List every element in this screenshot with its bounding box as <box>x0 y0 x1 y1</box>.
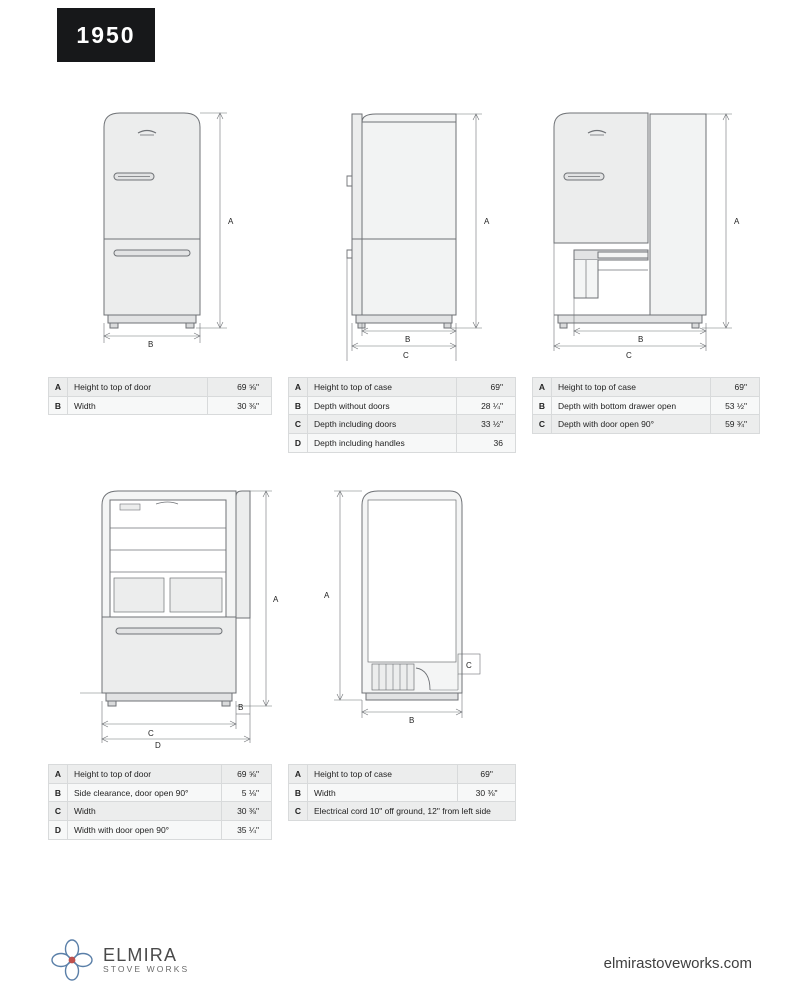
table-row <box>533 396 760 415</box>
spec-key: A <box>49 378 68 397</box>
door-open-label-a: A <box>273 595 279 604</box>
spec-key: C <box>49 802 68 821</box>
spec-key: A <box>49 765 68 784</box>
table-row <box>289 396 516 415</box>
spec-key: C <box>289 802 308 821</box>
rear-view-label-b: B <box>409 716 415 725</box>
spec-value: 35 ¼" <box>222 821 272 840</box>
spec-key: B <box>49 396 68 415</box>
spec-label: Depth including doors <box>308 415 457 434</box>
spec-value: 30 ⅜" <box>222 802 272 821</box>
website-url[interactable]: elmirastoveworks.com <box>603 955 752 972</box>
table-row <box>49 783 272 802</box>
spec-value: 69" <box>458 765 516 784</box>
side-view-label-a: A <box>484 217 490 226</box>
spec-label: Depth with bottom drawer open <box>552 396 711 415</box>
spec-label: Width <box>68 802 222 821</box>
spec-key: B <box>533 396 552 415</box>
spec-label: Height to top of door <box>68 765 222 784</box>
drawer-open-spec-table <box>532 377 760 434</box>
side-view-label-b: B <box>405 335 411 344</box>
spec-value: 28 ¼" <box>457 396 516 415</box>
spec-label: Height to top of case <box>308 378 457 397</box>
table-row <box>49 802 272 821</box>
drawer-open-label-b: B <box>638 335 644 344</box>
spec-value: 30 ⅜" <box>208 396 272 415</box>
spec-value: 69" <box>457 378 516 397</box>
front-view-drawing <box>60 100 280 355</box>
drawer-open-view-drawing <box>540 100 770 360</box>
spec-key: C <box>533 415 552 434</box>
door-open-view-drawing <box>60 478 290 748</box>
drawer-open-label-a: A <box>734 217 740 226</box>
side-view-label-c: C <box>403 351 409 360</box>
spec-value: 69" <box>710 378 760 397</box>
spec-label: Depth without doors <box>308 396 457 415</box>
table-row <box>289 415 516 434</box>
spec-key: D <box>289 434 308 453</box>
front-view-label-b: B <box>148 340 154 349</box>
brand-name: ELMIRA <box>103 945 178 966</box>
spec-label: Depth including handles <box>308 434 457 453</box>
table-row <box>289 378 516 397</box>
spec-key: B <box>289 783 308 802</box>
table-row <box>49 821 272 840</box>
brand-logo <box>50 938 189 982</box>
table-row <box>49 765 272 784</box>
rear-view-drawing <box>300 478 520 728</box>
drawer-open-label-c: C <box>626 351 632 360</box>
spec-label: Height to top of door <box>68 378 208 397</box>
spec-key: C <box>289 415 308 434</box>
spec-value: 59 ¾" <box>710 415 760 434</box>
year-badge <box>57 8 155 62</box>
rear-view-label-c: C <box>466 661 472 670</box>
table-row <box>289 434 516 453</box>
front-view-label-a: A <box>228 217 234 226</box>
spec-key: A <box>289 765 308 784</box>
front-view-spec-table <box>48 377 272 415</box>
spec-value: 33 ½" <box>457 415 516 434</box>
spec-label: Width with door open 90° <box>68 821 222 840</box>
door-open-label-b: B <box>238 703 244 712</box>
spec-key: B <box>49 783 68 802</box>
table-row <box>49 378 272 397</box>
spec-value: 69 ⅝" <box>222 765 272 784</box>
spec-label: Width <box>308 783 458 802</box>
spec-label: Height to top of case <box>552 378 711 397</box>
table-row <box>289 765 516 784</box>
year-badge-label: 1950 <box>76 21 136 48</box>
spec-key: B <box>289 396 308 415</box>
door-open-label-c: C <box>148 729 154 738</box>
table-row <box>289 783 516 802</box>
spec-key: D <box>49 821 68 840</box>
brand-tagline: STOVE WORKS <box>103 963 190 974</box>
spec-value: 53 ½" <box>710 396 760 415</box>
spec-key: A <box>533 378 552 397</box>
table-row <box>289 802 516 821</box>
door-open-spec-table <box>48 764 272 840</box>
table-row <box>533 378 760 397</box>
flower-logo-icon <box>50 938 94 982</box>
table-row <box>533 415 760 434</box>
side-view-spec-table <box>288 377 516 453</box>
rear-view-label-a: A <box>324 591 330 600</box>
spec-label: Height to top of case <box>308 765 458 784</box>
brand-wordmark <box>103 946 189 974</box>
spec-label: Width <box>68 396 208 415</box>
spec-key: A <box>289 378 308 397</box>
side-view-drawing <box>300 100 520 365</box>
spec-value: 30 ⅜" <box>458 783 516 802</box>
spec-value: 5 ⅛" <box>222 783 272 802</box>
spec-label: Depth with door open 90° <box>552 415 711 434</box>
table-row <box>49 396 272 415</box>
door-open-label-d: D <box>155 741 161 750</box>
spec-label: Side clearance, door open 90° <box>68 783 222 802</box>
spec-value: 36 <box>457 434 516 453</box>
spec-value: 69 ⅝" <box>208 378 272 397</box>
spec-label: Electrical cord 10" off ground, 12" from left side <box>308 802 516 821</box>
rear-view-spec-table <box>288 764 516 821</box>
